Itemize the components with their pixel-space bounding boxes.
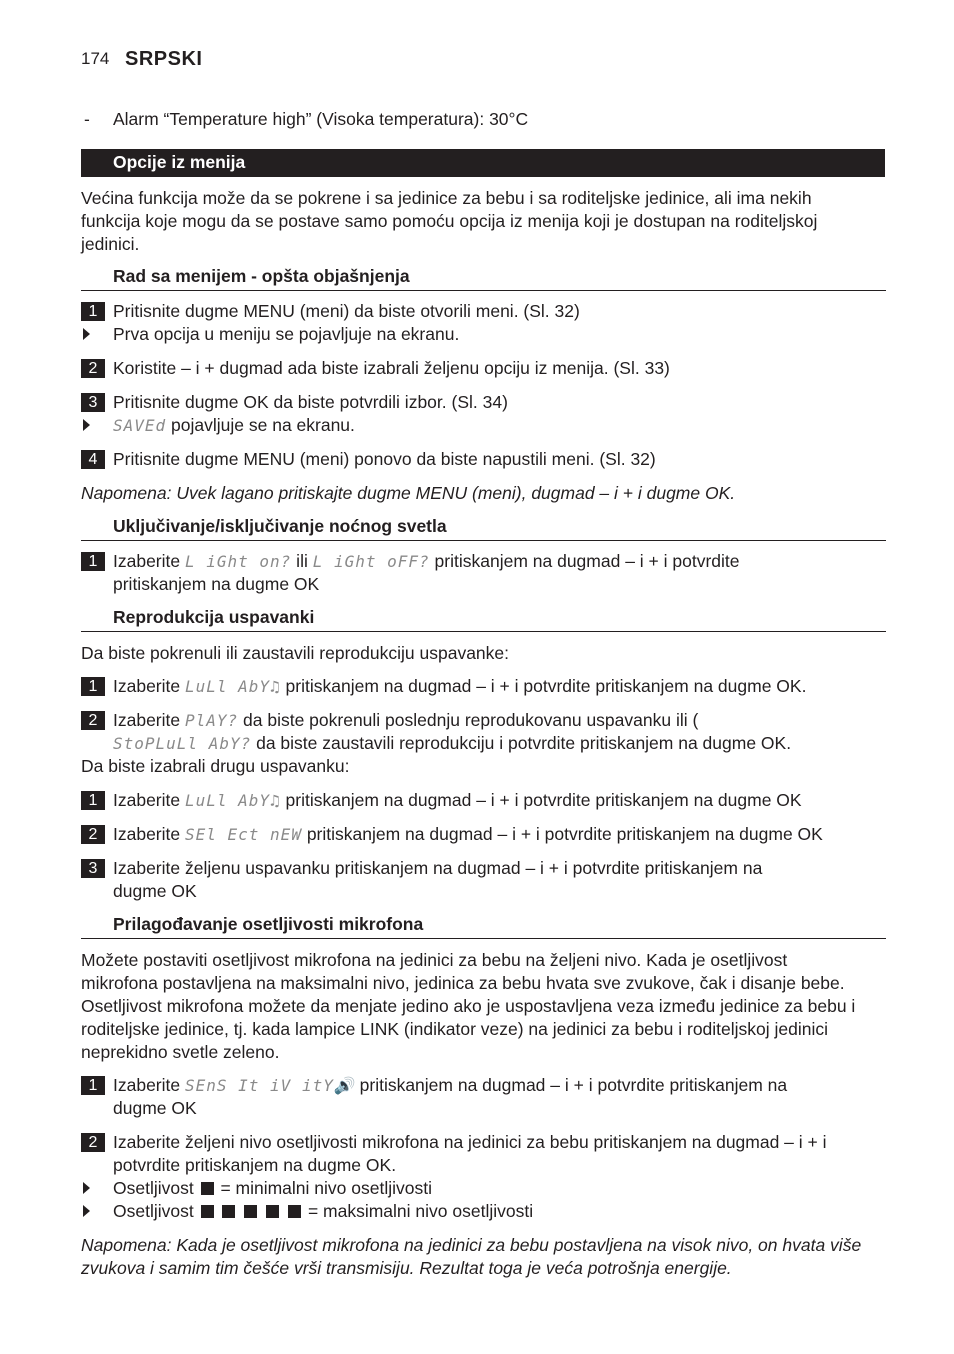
result-text: Osetljivost: [113, 1178, 199, 1198]
step-text: pritiskanjem na dugmad – i + i potvrdite: [429, 551, 740, 571]
mic-intro-3: Osetljivost mikrofona možete da menjate jedino ako je uspostavljena veza između jedinice za bebu i: [81, 996, 856, 1016]
section-intro-2: funkcija koje mogu da se postave samo pomoću opcija iz menija koji je dostupan na roditeljskoj: [81, 211, 818, 231]
level-block-icon: [266, 1205, 279, 1218]
lcd-text: L iGht oFF?: [312, 552, 430, 571]
language-title: SRPSKI: [125, 48, 203, 70]
result-text: = maksimalni nivo osetljivosti: [303, 1201, 534, 1221]
intro-text: Da biste pokrenuli ili zaustavili reprodukciju uspavanke:: [81, 643, 509, 663]
step-text: pritiskanjem na dugme OK: [113, 574, 320, 594]
step-number: 4: [81, 450, 105, 469]
step-text: Pritisnite dugme MENU (meni) ponovo da biste napustili meni. (Sl. 32): [113, 449, 656, 469]
step-text: potvrdite pritiskanjem na dugme OK.: [113, 1155, 397, 1175]
lcd-text: SAVEd: [113, 416, 167, 435]
note-text: Napomena: Uvek lagano pritiskajte dugme MENU (meni), dugmad – i + i dugme OK.: [81, 483, 736, 503]
step-number: 2: [81, 711, 105, 730]
alarm-item: Alarm “Temperature high” (Visoka temperatura): 30°C: [113, 109, 529, 129]
subheading-microphone: [81, 914, 886, 939]
step-number: 2: [81, 359, 105, 378]
step-number: 2: [81, 825, 105, 844]
lcd-text: LuLl AbY♫: [184, 791, 281, 810]
step-text: Izaberite željeni nivo osetljivosti mikrofona na jedinici za bebu pritiskanjem na dugmad – i + i: [113, 1132, 827, 1152]
step-text: dugme OK: [113, 1098, 197, 1118]
result-line-max: [113, 1200, 533, 1223]
result-text: pojavljuje se na ekranu.: [166, 415, 355, 435]
level-block-icon: [222, 1205, 235, 1218]
step-number: 3: [81, 393, 105, 412]
mic-intro-4: roditeljske jedinice, tj. kada lampice LINK (indikator veze) na jedinici za bebu i roditeljskoj jedinici: [81, 1019, 829, 1039]
step-line: [113, 675, 806, 698]
lcd-text: LuLl AbY♫: [184, 677, 281, 696]
step-number: 1: [81, 302, 105, 321]
step-text: Koristite – i + dugmad ada biste izabrali željenu opciju iz menija. (Sl. 33): [113, 358, 670, 378]
step-text: ili: [291, 551, 313, 571]
subheading-title: Prilagođavanje osetljivosti mikrofona: [113, 914, 424, 934]
step-text: Pritisnite dugme MENU (meni) da biste otvorili meni. (Sl. 32): [113, 301, 580, 321]
section-intro-3: jedinici.: [81, 234, 140, 254]
step-text: Izaberite: [113, 710, 185, 730]
lcd-text: PlAY?: [184, 711, 239, 730]
step-number: 1: [81, 552, 105, 571]
step-text: pritiskanjem na dugmad – i + i potvrdite pritiskanjem na: [354, 1075, 788, 1095]
step-line: [113, 823, 823, 846]
note-text: Napomena: Kada je osetljivost mikrofona na jedinici za bebu postavljena na visok nivo, on hvata više: [81, 1235, 862, 1255]
step-text: Izaberite: [113, 790, 185, 810]
step-line: [113, 1074, 787, 1097]
step-text: da biste zaustavili reprodukciju i potvrdite pritiskanjem na dugme OK.: [251, 733, 792, 753]
section-title: Opcije iz menija: [113, 152, 246, 172]
note-text: zvukova i samim tim češće vrši transmisiju. Rezultat toga je veća potrošnja energije.: [81, 1258, 732, 1278]
section-banner: [81, 149, 885, 177]
step-number: 2: [81, 1133, 105, 1152]
step-text: pritiskanjem na dugmad – i + i potvrdite pritiskanjem na dugme OK.: [280, 676, 807, 696]
lcd-text: StoPLuLl AbY?: [113, 734, 252, 753]
result-arrow-icon: [83, 1182, 90, 1194]
mic-intro-2: mikrofona postavljena na maksimalni nivo, jedinica za bebu hvata sve zvukove, čak i disanje bebe.: [81, 973, 845, 993]
step-text: da biste pokrenuli poslednju reprodukovanu uspavanku ili (: [238, 710, 699, 730]
step-line: [113, 550, 740, 573]
step-line: [113, 789, 802, 812]
subheading-night-light: [81, 516, 886, 541]
step-text: dugme OK: [113, 881, 197, 901]
step-text: Izaberite: [113, 824, 185, 844]
step-line: [113, 732, 791, 755]
subheading-title: Uključivanje/isključivanje noćnog svetla: [113, 516, 447, 536]
result-line-min: [113, 1177, 432, 1200]
step-text: pritiskanjem na dugmad – i + i potvrdite pritiskanjem na dugme OK: [301, 824, 823, 844]
step-text: Izaberite željenu uspavanku pritiskanjem na dugmad – i + i potvrdite pritiskanjem na: [113, 858, 763, 878]
subheading-title: Rad sa menijem - opšta objašnjenja: [113, 266, 410, 286]
result-arrow-icon: [83, 1205, 90, 1217]
section-intro-1: Većina funkcija može da se pokrene i sa jedinice za bebu i sa roditeljske jedinice, ali ima nekih: [81, 188, 812, 208]
step-number: 1: [81, 1076, 105, 1095]
result-arrow-icon: [83, 328, 90, 340]
step-number: 3: [81, 859, 105, 878]
level-block-icon: [288, 1205, 301, 1218]
lcd-text: SEl Ect nEW: [184, 825, 302, 844]
level-block-icon: [244, 1205, 257, 1218]
mic-intro-1: Možete postaviti osetljivost mikrofona na jedinici za bebu na željeni nivo. Kada je osetljivost: [81, 950, 788, 970]
step-line: [113, 709, 698, 732]
dash-marker: -: [84, 109, 90, 129]
result-arrow-icon: [83, 419, 90, 431]
step-text: Izaberite: [113, 551, 185, 571]
step-text: Izaberite: [113, 1075, 185, 1095]
level-block-icon: [201, 1182, 214, 1195]
level-block-icon: [201, 1205, 214, 1218]
subheading-menu-general: [81, 266, 886, 291]
lcd-text: L iGht on?: [184, 552, 292, 571]
step-text: Pritisnite dugme OK da biste potvrdili izbor. (Sl. 34): [113, 392, 508, 412]
step-text: pritiskanjem na dugmad – i + i potvrdite pritiskanjem na dugme OK: [280, 790, 802, 810]
result-text: Osetljivost: [113, 1201, 199, 1221]
result-text: = minimalni nivo osetljivosti: [215, 1178, 432, 1198]
subheading-title: Reprodukcija uspavanki: [113, 607, 315, 627]
intro-text: Da biste izabrali drugu uspavanku:: [81, 756, 350, 776]
mic-intro-5: neprekidno svetle zeleno.: [81, 1042, 280, 1062]
page-number: 174: [81, 49, 110, 68]
lcd-text: SEnS It iV itY🔊: [184, 1076, 355, 1095]
result-text: Prva opcija u meniju se pojavljuje na ekranu.: [113, 324, 460, 344]
step-text: Izaberite: [113, 676, 185, 696]
step-number: 1: [81, 677, 105, 696]
subheading-lullaby: [81, 607, 886, 632]
result-line: [113, 414, 355, 437]
step-number: 1: [81, 791, 105, 810]
